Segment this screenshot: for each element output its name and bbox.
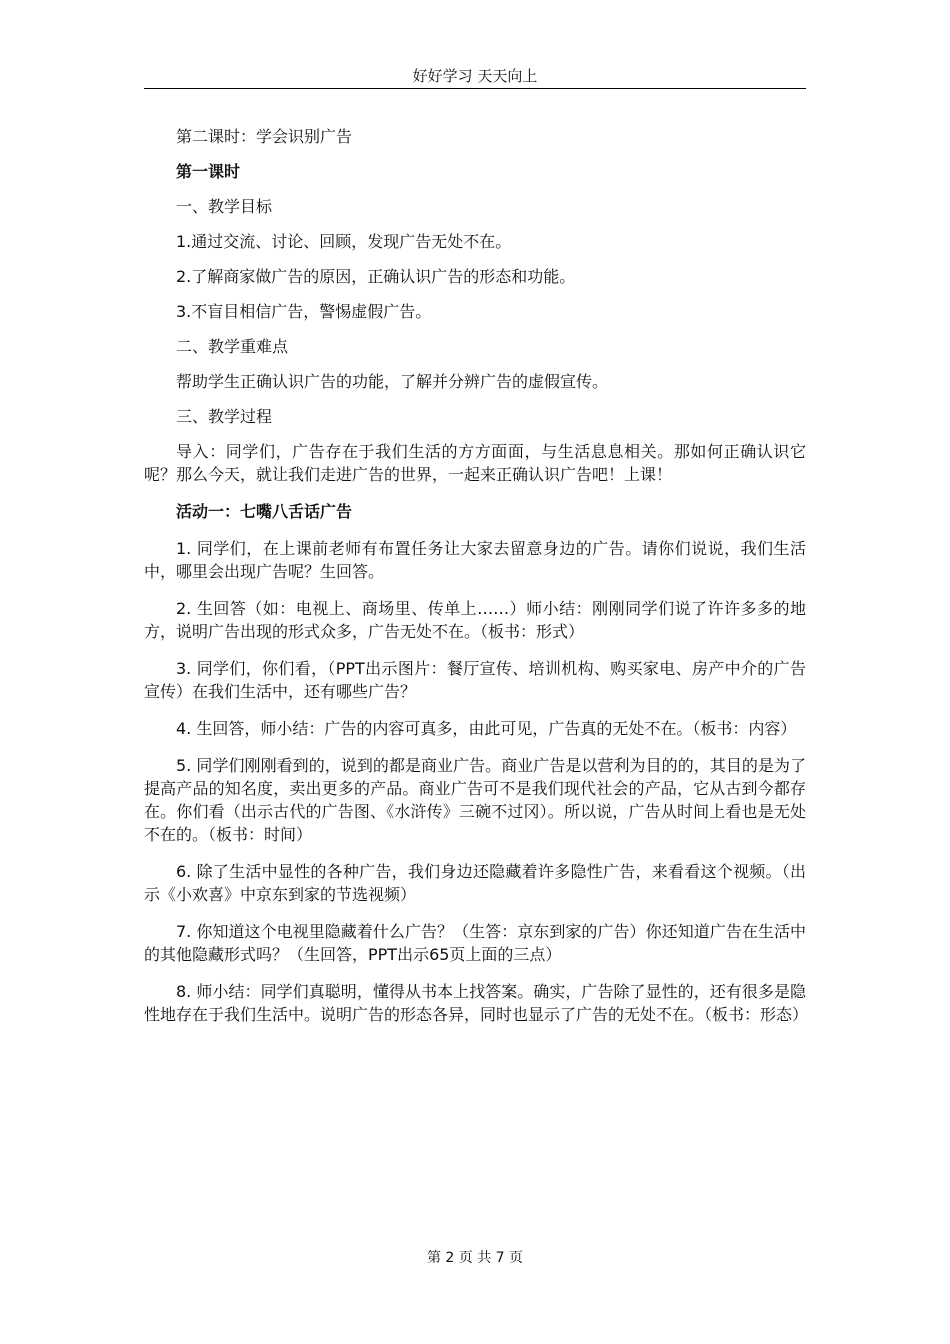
section-heading-keypoints: 二、教学重难点 — [176, 337, 289, 356]
activity-step: 3. 同学们，你们看，（PPT出示图片：餐厅宣传、培训机构、购买家电、房产中介的广告宣传）在我们生活中，还有哪些广告？ — [144, 659, 806, 701]
activity-step: 2. 生回答（如：电视上、商场里、传单上……）师小结：刚刚同学们说了许许多多的地方，说明广告出现的形式众多，广告无处不在。（板书：形式） — [144, 599, 806, 641]
page-footer: 第 2 页 共 7 页 — [426, 1250, 524, 1266]
header-divider — [144, 88, 806, 89]
lesson-title: 第一课时 — [176, 162, 241, 181]
activity-heading: 活动一：七嘴八舌话广告 — [176, 502, 353, 521]
activity-step: 5. 同学们刚刚看到的，说到的都是商业广告。商业广告是以营利为目的的，其目的是为了提高产品的知名度，卖出更多的产品。商业广告可不是我们现代社会的产品，它从古到今都存在。你们看（出示古代的广告图、《水浒传》三碗不过冈）。所以说，广告从时间上看也是无处不在的。（板书：时间） — [144, 756, 806, 844]
activity-step: 1. 同学们，在上课前老师有布置任务让大家去留意身边的广告。请你们说说，我们生活中，哪里会出现广告呢？生回答。 — [144, 539, 806, 581]
activity-step: 4. 生回答，师小结：广告的内容可真多，由此可见，广告真的无处不在。（板书：内容） — [176, 719, 797, 738]
section-heading-process: 三、教学过程 — [176, 407, 273, 426]
document-body — [144, 125, 809, 1040]
objective-item: 3.不盲目相信广告，警惕虚假广告。 — [176, 302, 432, 321]
section-heading-objectives: 一、教学目标 — [176, 197, 273, 216]
keypoints-text: 帮助学生正确认识广告的功能，了解并分辨广告的虚假宣传。 — [176, 372, 609, 391]
intro-paragraph: 导入：同学们，广告存在于我们生活的方方面面，与生活息息相关。那如何正确认识它呢？那么今天，就让我们走进广告的世界，一起来正确认识广告吧！上课！ — [144, 442, 806, 484]
objective-item: 2.了解商家做广告的原因，正确认识广告的形态和功能。 — [176, 267, 576, 286]
activity-step: 6. 除了生活中显性的各种广告，我们身边还隐藏着许多隐性广告，来看看这个视频。（出示《小欢喜》中京东到家的节选视频） — [144, 862, 806, 904]
activity-step: 7. 你知道这个电视里隐藏着什么广告？（生答：京东到家的广告）你还知道广告在生活中的其他隐藏形式吗？（生回答，PPT出示65页上面的三点） — [144, 922, 806, 964]
page-header: 好好学习 天天向上 — [412, 67, 538, 85]
lesson-subtitle: 第二课时：学会识别广告 — [176, 127, 353, 146]
activity-step: 8. 师小结：同学们真聪明，懂得从书本上找答案。确实，广告除了显性的，还有很多是隐性地存在于我们生活中。说明广告的形态各异，同时也显示了广告的无处不在。（板书：形态） — [144, 982, 809, 1024]
objective-item: 1.通过交流、讨论、回顾，发现广告无处不在。 — [176, 232, 512, 251]
